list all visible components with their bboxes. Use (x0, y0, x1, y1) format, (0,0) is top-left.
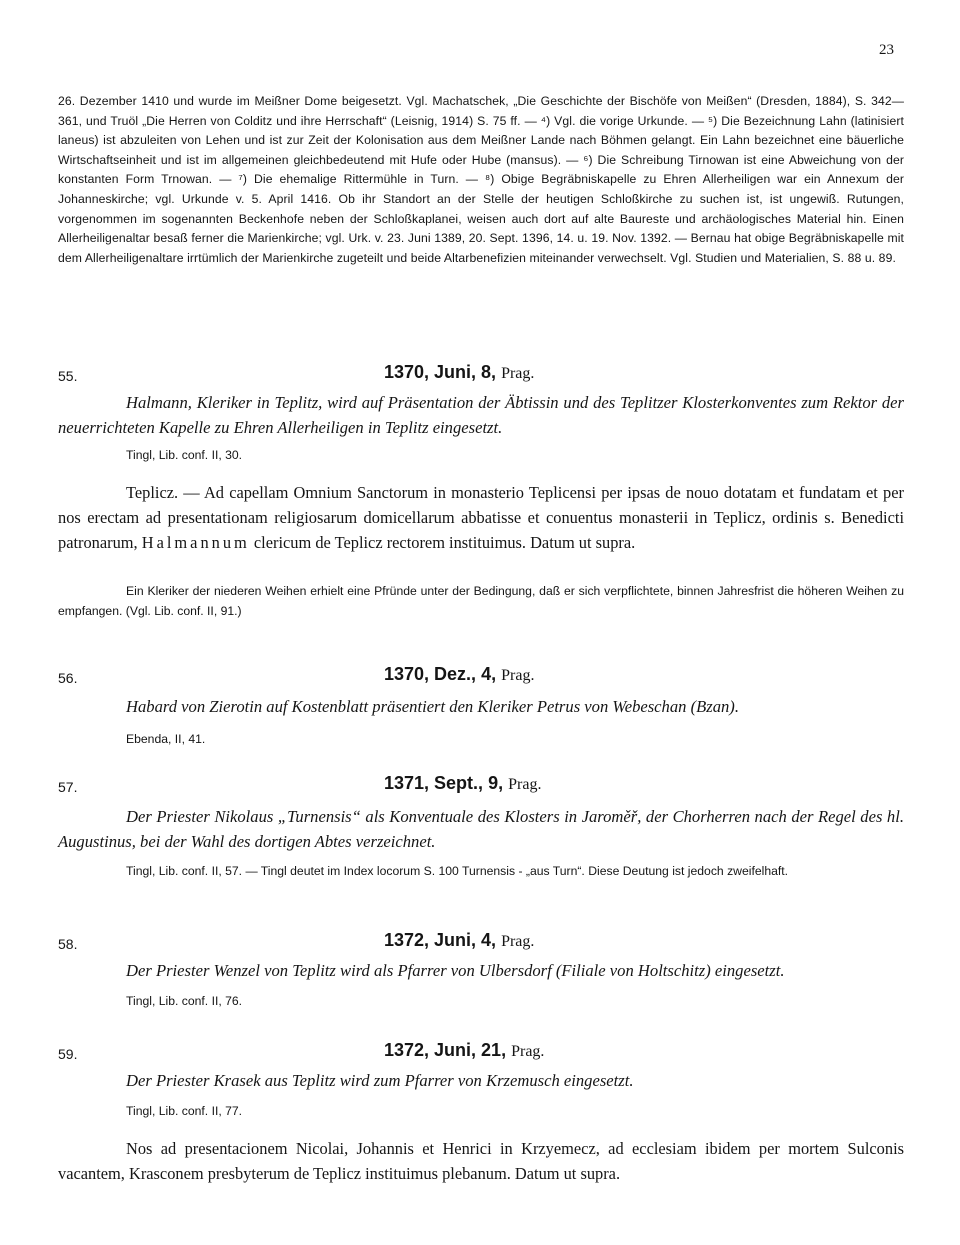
entry-place: Prag. (511, 1043, 545, 1060)
entry-59-latin-text: Nos ad presentacionem Nicolai, Johannis et Henrici in Krzyemecz, ad ecclesiam ibidem per mortem Sulconis vacantem, Krasconem presbyterum de Teplicz instituimus plebanum. Datum ut supra. (58, 1139, 904, 1183)
entry-date: 1370, Juni, 8, Prag. (384, 362, 535, 382)
entry-59-regest: Der Priester Krasek aus Teplitz wird zum Pfarrer von Krzemusch eingesetzt. (126, 1071, 634, 1090)
entry-56-heading (58, 664, 904, 688)
entry-date: 1371, Sept., 9, Prag. (384, 773, 542, 793)
entry-number: 59. (58, 1046, 78, 1062)
entry-55-source: Tingl, Lib. conf. II, 30. (126, 448, 243, 462)
entry-58-heading (58, 930, 904, 954)
entry-place: Prag. (501, 365, 535, 382)
entry-56-regest: Habard von Zierotin auf Kostenblatt präsentiert den Kleriker Petrus von Webeschan (Bzan). (126, 697, 739, 716)
entry-number: 56. (58, 670, 78, 686)
entry-57-regest: Der Priester Nikolaus „Turnensis“ als Konventuale des Klosters in Jaroměř, der Chorherren nach der Regel des hl. Augustinus, bei der Wahl des dortigen Abtes verzeichnet. (58, 807, 904, 851)
footnotes-continuation: 26. Dezember 1410 und wurde im Meißner Dome beigesetzt. Vgl. Machatschek, „Die Geschichte der Bischöfe von Meißen“ (Dresden, 1884), S. 342—361, und Truöl „Die Herren von Colditz und ihre Herrschaft“ (Leisnig, 1914) S. 75 ff. — ⁴) Vgl. die vorige Urkunde. — ⁵) Die Bezeichnung Lahn (latinisiert laneus) ist abzuleiten von Lehen und ist zur Zeit der Kolonisation aus dem Meißner Lande nach Böhmen gelangt. Ein Lahn bezeichnet eine bäuerliche Wirtschaftseinheit und ist im allgemeinen gleichbedeutend mit Hufe oder Hube (mansus). — ⁶) Die Schreibung Tirnowan ist eine Abweichung von der konstanten Form Trnowan. — ⁷) Die ehemalige Rittermühle in Turn. — ⁸) Obige Begräbniskapelle zu Ehren Allerheiligen war ein Annexum der Johanneskirche; vgl. Urkunde v. 5. April 1416. Ob ihr Standort an der Stelle der heutigen Schloßkirche zu suchen ist, ist ungewiß. Rutungen, vorgenommen im sogenannten Beckenhofe neben der Schloßkaplanei, weisen auch dort auf alte Baureste und archäologisches Material hin. Einen Allerheiligenaltar besaß ferner die Marienkirche; vgl. Urk. v. 23. Juni 1389, 20. Sept. 1396, 14. u. 19. Nov. 1392. — Bernau hat obige Begräbniskapelle mit dem Allerheiligenaltare irrtümlich der Marienkirche zugeteilt und beide Altarbenefizien miteinander verwechselt. Vgl. Studien und Materialien, S. 88 u. 89. (58, 94, 904, 265)
entry-date: 1370, Dez., 4, Prag. (384, 664, 535, 684)
entry-place: Prag. (508, 776, 542, 793)
entry-date: 1372, Juni, 4, Prag. (384, 930, 535, 950)
entry-number: 57. (58, 779, 78, 795)
entry-58-regest: Der Priester Wenzel von Teplitz wird als Pfarrer von Ulbersdorf (Filiale von Holtschitz) eingesetzt. (126, 961, 785, 980)
entry-place: Prag. (501, 933, 535, 950)
entry-55-latin-text: Teplicz. — Ad capellam Omnium Sanctorum in monasterio Teplicensi per ipsas de nouo dotatam et fundatam et per nos erectam ad presentationam religiosarum domicellarum abbatisse et conuentus monasterii in Teplicz, ordinis s. Benedicti patronarum, Halmannum clericum de Teplicz rectorem instituimus. Datum ut supra. (58, 483, 904, 552)
entry-58-source: Tingl, Lib. conf. II, 76. (126, 994, 243, 1008)
entry-55-commentary: Ein Kleriker der niederen Weihen erhielt eine Pfründe unter der Bedingung, daß er sich verpflichtete, binnen Jahresfrist die höheren Weihen zu empfangen. (Vgl. Lib. conf. II, 91.) (58, 584, 904, 618)
entry-57-source: Tingl, Lib. conf. II, 57. — Tingl deutet im Index locorum S. 100 Turnensis - „aus Turn“. Diese Deutung ist jedoch zweifelhaft. (126, 864, 789, 878)
entry-date: 1372, Juni, 21, Prag. (384, 1040, 545, 1060)
highlighted-name: Halmannum (141, 533, 250, 552)
entry-59-source: Tingl, Lib. conf. II, 77. (126, 1104, 243, 1118)
entry-number: 58. (58, 936, 78, 952)
entry-place: Prag. (501, 667, 535, 684)
entry-55-regest: Halmann, Kleriker in Teplitz, wird auf Präsentation der Äbtissin und des Teplitzer Klosterkonventes zum Rektor der neuerrichteten Kapelle zu Ehren Allerheiligen in Teplitz eingesetzt. (58, 393, 904, 437)
entry-56-source: Ebenda, II, 41. (126, 732, 206, 746)
page-number: 23 (879, 42, 894, 58)
entry-57-heading (58, 773, 904, 797)
entry-number: 55. (58, 368, 78, 384)
entry-59-heading (58, 1040, 904, 1064)
entry-55-heading (58, 362, 904, 386)
